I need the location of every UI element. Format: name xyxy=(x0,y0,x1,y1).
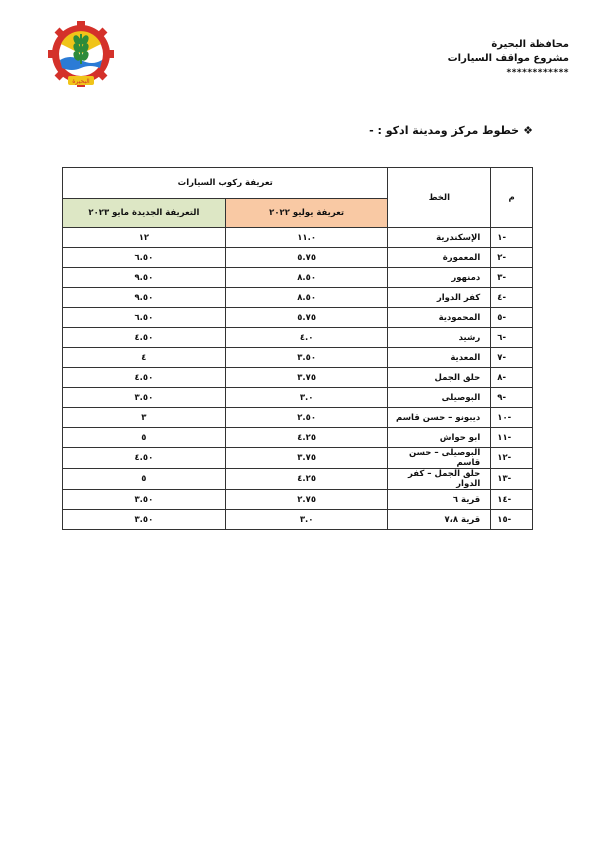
header-project: مشروع مواقف السيارات xyxy=(447,53,569,64)
row-line: الإسكندرية xyxy=(388,228,491,248)
row-line: حلق الجمل xyxy=(388,368,491,388)
table-body xyxy=(63,228,533,530)
row-number: -١٠ xyxy=(491,408,533,428)
governorate-logo xyxy=(40,20,122,90)
row-line: المعدية xyxy=(388,348,491,368)
table-row xyxy=(63,368,533,388)
row-new-fare: ٩.٥٠ xyxy=(63,268,226,288)
row-old-fare: ٥.٧٥ xyxy=(225,308,388,328)
table-row xyxy=(63,348,533,368)
fare-table xyxy=(62,167,533,530)
row-number: -١٣ xyxy=(491,469,533,490)
row-new-fare: ٤ xyxy=(63,348,226,368)
row-new-fare: ٣.٥٠ xyxy=(63,388,226,408)
table-row xyxy=(63,388,533,408)
header-new-fare: التعريفة الجديدة مايو ٢٠٢٣ xyxy=(63,199,226,228)
row-old-fare: ٣.٧٥ xyxy=(225,448,388,469)
row-number: -١٥ xyxy=(491,510,533,530)
row-line: ابو حواش xyxy=(388,428,491,448)
row-old-fare: ٣.٠ xyxy=(225,510,388,530)
row-old-fare: ٤.٢٥ xyxy=(225,469,388,490)
row-line: البوصيلى – حسن قاسم xyxy=(388,448,491,469)
table-row xyxy=(63,408,533,428)
row-number: -٦ xyxy=(491,328,533,348)
row-line: المعمورة xyxy=(388,248,491,268)
row-new-fare: ٣.٥٠ xyxy=(63,490,226,510)
header-line: الخط xyxy=(388,168,491,228)
section-title xyxy=(369,124,533,137)
row-old-fare: ٤.٢٥ xyxy=(225,428,388,448)
row-line: ديبونو – حسن قاسم xyxy=(388,408,491,428)
row-line: قرية ٧،٨ xyxy=(388,510,491,530)
row-new-fare: ٦.٥٠ xyxy=(63,248,226,268)
table-row xyxy=(63,268,533,288)
row-line: المحمودية xyxy=(388,308,491,328)
row-old-fare: ٨.٥٠ xyxy=(225,288,388,308)
row-number: -٧ xyxy=(491,348,533,368)
row-old-fare: ٢.٥٠ xyxy=(225,408,388,428)
row-number: -٨ xyxy=(491,368,533,388)
row-line: قرية ٦ xyxy=(388,490,491,510)
row-new-fare: ٤.٥٠ xyxy=(63,448,226,469)
row-old-fare: ٣.٠ xyxy=(225,388,388,408)
row-new-fare: ٣ xyxy=(63,408,226,428)
row-number: -٣ xyxy=(491,268,533,288)
row-new-fare: ٤.٥٠ xyxy=(63,368,226,388)
bullet-icon: ❖ xyxy=(523,124,533,137)
table-row xyxy=(63,228,533,248)
table-row xyxy=(63,248,533,268)
row-new-fare: ٣.٥٠ xyxy=(63,510,226,530)
header-fare-group: تعريفة ركوب السيارات xyxy=(63,168,388,199)
header-num: م xyxy=(491,168,533,228)
table-row xyxy=(63,308,533,328)
row-line: البوصيلى xyxy=(388,388,491,408)
logo-caption: البحيرة xyxy=(72,78,90,85)
table-row xyxy=(63,490,533,510)
row-new-fare: ١٢ xyxy=(63,228,226,248)
row-new-fare: ٦.٥٠ xyxy=(63,308,226,328)
row-old-fare: ٨.٥٠ xyxy=(225,268,388,288)
section-title-text: خطوط مركز ومدينة ادكو : - xyxy=(369,124,520,137)
row-number: -١١ xyxy=(491,428,533,448)
row-old-fare: ٤.٠ xyxy=(225,328,388,348)
row-old-fare: ٣.٥٠ xyxy=(225,348,388,368)
row-number: -١ xyxy=(491,228,533,248)
header-stars: ************ xyxy=(506,68,569,78)
row-number: -١٢ xyxy=(491,448,533,469)
row-new-fare: ٤.٥٠ xyxy=(63,328,226,348)
row-old-fare: ١١.٠ xyxy=(225,228,388,248)
table-row xyxy=(63,288,533,308)
table-row xyxy=(63,428,533,448)
row-number: -٢ xyxy=(491,248,533,268)
header-old-fare: تعريفة يوليو ٢٠٢٢ xyxy=(225,199,388,228)
row-number: -١٤ xyxy=(491,490,533,510)
table-row xyxy=(63,448,533,469)
table-row xyxy=(63,328,533,348)
row-number: -٩ xyxy=(491,388,533,408)
document-header xyxy=(349,38,569,80)
row-line: حلق الجمل – كفر الدوار xyxy=(388,469,491,490)
row-line: دمنهور xyxy=(388,268,491,288)
row-new-fare: ٩.٥٠ xyxy=(63,288,226,308)
table-row xyxy=(63,510,533,530)
row-line: كفر الدوار xyxy=(388,288,491,308)
row-old-fare: ٢.٧٥ xyxy=(225,490,388,510)
table-row xyxy=(63,469,533,490)
header-governorate: محافظة البحيرة xyxy=(491,39,569,50)
row-line: رشيد xyxy=(388,328,491,348)
row-new-fare: ٥ xyxy=(63,469,226,490)
row-old-fare: ٣.٧٥ xyxy=(225,368,388,388)
row-number: -٥ xyxy=(491,308,533,328)
row-old-fare: ٥.٧٥ xyxy=(225,248,388,268)
row-new-fare: ٥ xyxy=(63,428,226,448)
row-number: -٤ xyxy=(491,288,533,308)
